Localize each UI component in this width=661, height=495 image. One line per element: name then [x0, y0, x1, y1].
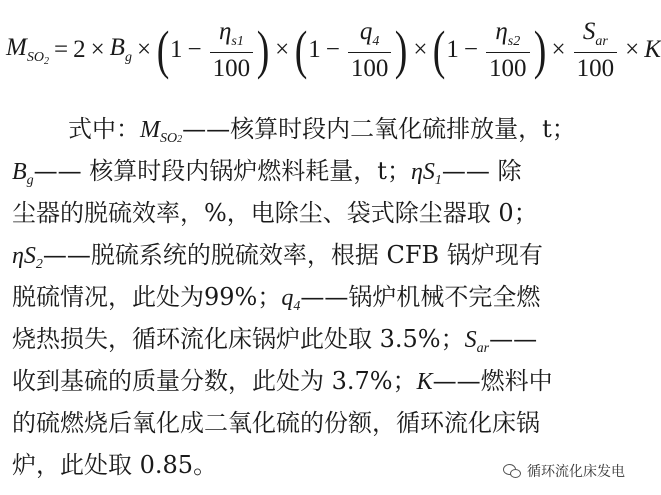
definition-line: $\eta S_2——$脱硫系统的脱硫效率，根据 CFB 锅炉现有	[12, 241, 543, 272]
fuel-consumption-symbol: $B_g$	[109, 34, 132, 65]
left-paren: (	[294, 20, 308, 80]
fraction-eta-s1: $\frac{\eta_{s1}}{100}$	[210, 19, 254, 81]
k-symbol: K	[644, 36, 661, 63]
minus-sign: −	[325, 36, 340, 63]
so2-emission-formula	[6, 10, 661, 90]
definition-line: 式中：$M_{SO2}——$核算时段内二氧化硫排放量，t；	[68, 115, 576, 146]
minus-sign: −	[187, 36, 202, 63]
source-watermark	[499, 459, 629, 483]
right-paren: )	[395, 20, 408, 80]
fraction-sar: $\frac{S_{ar}}{100}$	[574, 19, 618, 81]
definition-line: 的硫燃烧后氧化成二氧化硫的份额，循环流化床锅	[12, 409, 540, 437]
watermark-text: 循环流化床发电	[527, 464, 625, 480]
times-sign: ×	[413, 36, 428, 63]
definition-line: 炉，此处取 0.85。	[12, 451, 218, 479]
formula-lhs: $M_{SO_2}$	[6, 33, 49, 67]
left-paren: (	[156, 20, 170, 80]
definition-line: 烧热损失，循环流化床锅炉此处取 3.5%；$S_{ar}——$	[12, 325, 538, 356]
times-sign: ×	[625, 36, 640, 63]
one: 1	[170, 36, 183, 63]
left-paren: (	[433, 20, 446, 80]
coefficient: 2	[73, 36, 86, 63]
variable-definitions	[12, 108, 632, 486]
definition-line: $B_g——$ 核算时段内锅炉燃料耗量，t；$\eta S_1——$ 除	[12, 157, 522, 188]
right-paren: )	[256, 20, 270, 80]
times-sign: ×	[551, 36, 566, 63]
equals-sign: =	[53, 36, 69, 63]
times-sign: ×	[275, 36, 290, 63]
one: 1	[446, 36, 459, 63]
wechat-icon	[503, 464, 521, 478]
fraction-eta-s2: $\frac{\eta_{s2}}{100}$	[486, 19, 530, 81]
times-sign: ×	[90, 36, 105, 63]
definition-line: 尘器的脱硫效率，%，电除尘、袋式除尘器取 0；	[12, 199, 538, 227]
fraction-q4: $\frac{q_4}{100}$	[348, 19, 392, 81]
definition-line: 脱硫情况，此处为99%；$q_4——$锅炉机械不完全燃	[12, 283, 541, 314]
minus-sign: −	[463, 36, 479, 63]
definition-line: 收到基硫的质量分数，此处为 3.7%；K——燃料中	[12, 367, 553, 395]
right-paren: )	[533, 20, 546, 80]
times-sign: ×	[136, 36, 152, 63]
one: 1	[308, 36, 321, 63]
